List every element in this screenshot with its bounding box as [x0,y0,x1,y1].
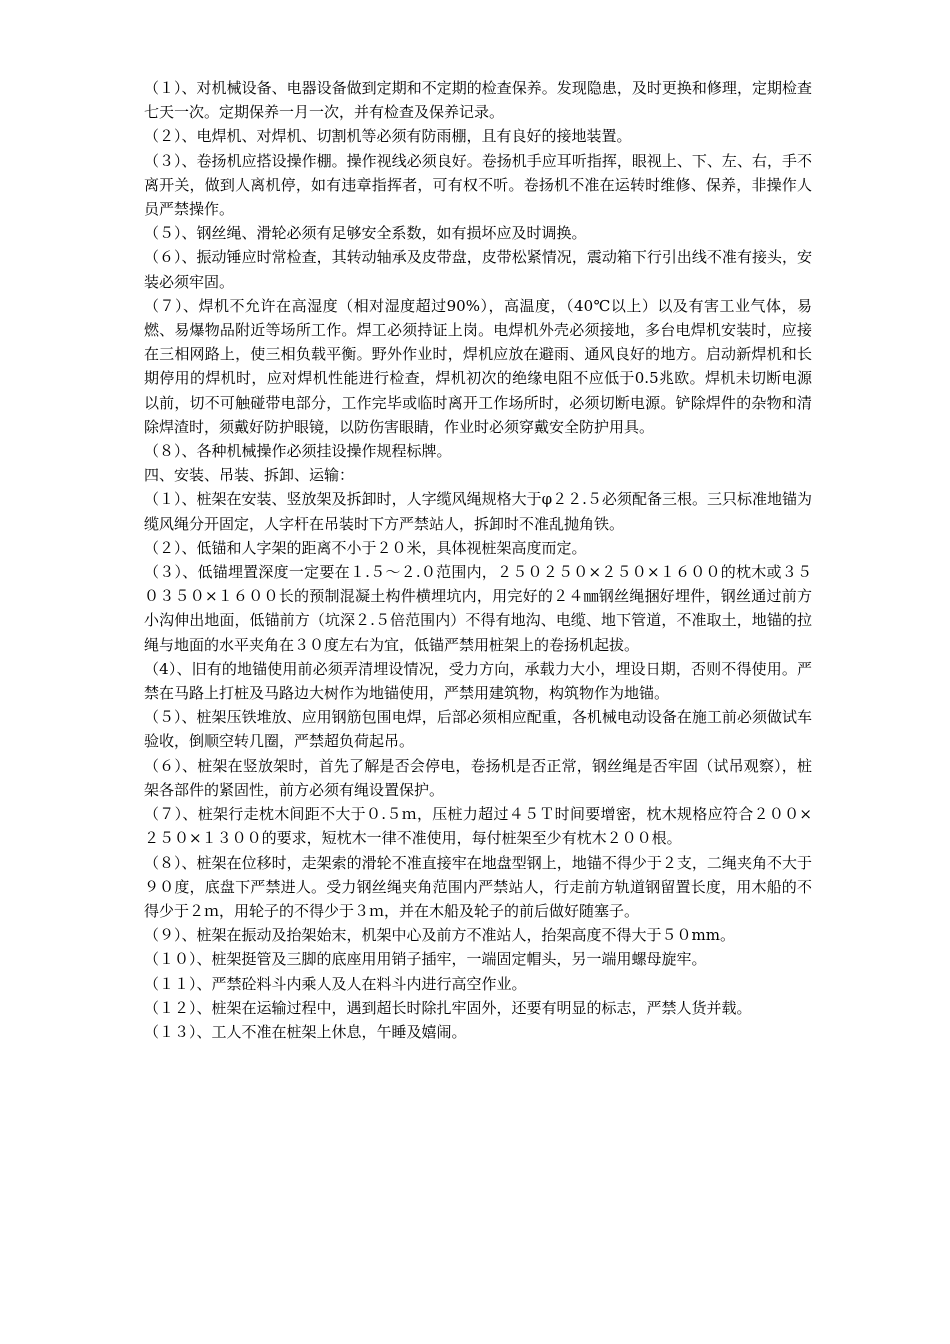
paragraph-18: （１１）、严禁砼料斗内乘人及人在料斗内进行高空作业。 [144,974,527,993]
paragraph-19: （１２）、桩架在运输过程中，遇到超长时除扎牢固外，还要有明显的标志，严禁人货并载。 [144,998,752,1017]
paragraph-1: （１）、对机械设备、电器设备做到定期和不定期的检查保养。发现隐患，及时更换和修理，定期检查七天一次。定期保养一月一次，并有检查及保养记录。 [144,79,812,122]
paragraph-17: （１０）、桩架挺管及三脚的底座用用销子插牢，一端固定帽头，另一端用螺母旋牢。 [144,950,707,969]
paragraph-12: （５）、桩架压铁堆放、应用钢筋包围电焊，后部必须相应配重，各机械电动设备在施工前必须做试车验收，倒顺空转几圈，严禁超负荷起吊。 [144,708,812,751]
paragraph-9: （２）、低锚和人字架的距离不小于２０米，具体视桩架高度而定。 [144,538,587,557]
paragraph-16: （９）、桩架在振动及抬架始末，机架中心及前方不准站人，抬架高度不得大于５０mm。 [144,926,735,945]
paragraph-20: （１３）、工人不准在桩架上休息，午睡及嬉闹。 [144,1022,467,1041]
paragraph-15: （８）、桩架在位移时，走架索的滑轮不准直接牢在地盘型钢上，地锚不得少于２支，二绳夹角不大于９０度，底盘下严禁进人。受力钢丝绳夹角范围内严禁站人，行走前方轨道钢留置长度，用木船的不得少于２ｍ，用轮子的不得少于３ｍ，并在木船及轮子的前后做好随塞子。 [144,853,812,920]
paragraph-3: （３）、卷扬机应搭设操作棚。操作视线必须良好。卷扬机手应耳听指挥，眼视上、下、左、右，手不离开关，做到人离机停，如有违章指挥者，可有权不听。卷扬机不准在运转时维修、保养，非操作人员严禁操作。 [144,151,812,219]
document-body [144,76,812,1044]
paragraph-11: （4）、旧有的地锚使用前必须弄清埋设情况，受力方向，承载力大小，埋设日期，否则不得使用。严禁在马路上打桩及马路边大树作为地锚使用，严禁用建筑物，构筑物作为地锚。 [144,659,812,703]
paragraph-13: （６）、桩架在竖放架时，首先了解是否会停电，卷扬机是否正常，钢丝绳是否牢固（试吊观察），桩架各部件的紧固性，前方必须有绳设置保护。 [144,756,812,799]
paragraph-8: （１）、桩架在安装、竖放架及拆卸时，人字缆风绳规格大于φ２２.５必须配备三根。三只标准地锚为缆风绳分开固定，人字杆在吊装时下方严禁站人，拆卸时不准乱抛角铁。 [144,490,812,533]
section-heading: 四、安装、吊装、拆卸、运输： [144,466,355,485]
paragraph-10: （３）、低锚埋置深度一定要在１.５～２.０范围内，２５０２５０×２５０×１６００的枕木或３５０３５０×１６００长的预制混凝土构件横埋坑内，用完好的２４㎜钢丝绳捆好埋件，钢丝通过前方小沟伸出地面，低锚前方（坑深２.５倍范围内）不得有地沟、电缆、地下管道，不准取土，地锚的拉绳与地面的水平夹角在３０度左右为宜，低锚严禁用桩架上的卷扬机起拔。 [144,563,812,654]
paragraph-7: （８）、各种机械操作必须挂设操作规程标牌。 [144,442,452,461]
paragraph-4: （５）、钢丝绳、滑轮必须有足够安全系数，如有损坏应及时调换。 [144,224,587,243]
paragraph-14: （７）、桩架行走枕木间距不大于０.５ｍ，压桩力超过４５Ｔ时间要增密，枕木规格应符合２００×２５０×１３００的要求，短枕木一律不准使用，每付桩架至少有枕木２００根。 [144,805,812,848]
paragraph-5: （６）、振动锤应时常检查，其转动轴承及皮带盘，皮带松紧情况，震动箱下行引出线不准有接头，安装必须牢固。 [144,248,812,291]
paragraph-2: （２）、电焊机、对焊机、切割机等必须有防雨棚，且有良好的接地装置。 [144,127,632,146]
paragraph-6: （７）、焊机不允许在高湿度（相对湿度超过90%），高温度，（40℃以上）以及有害工业气体，易燃、易爆物品附近等场所工作。焊工必须持证上岗。电焊机外壳必须接地，多台电焊机安装时，应接在三相网路上，使三相负载平衡。野外作业时，焊机应放在避雨、通风良好的地方。启动新焊机和长期停用的焊机时，应对焊机性能进行检查，焊机初次的绝缘电阻不应低于0.5兆欧。焊机未切断电源以前，切不可触碰带电部分，工作完毕或临时离开工作场所时，必须切断电源。铲除焊件的杂物和清除焊渣时，须戴好防护眼镜，以防伤害眼睛，作业时必须穿戴安全防护用具。 [144,296,812,436]
